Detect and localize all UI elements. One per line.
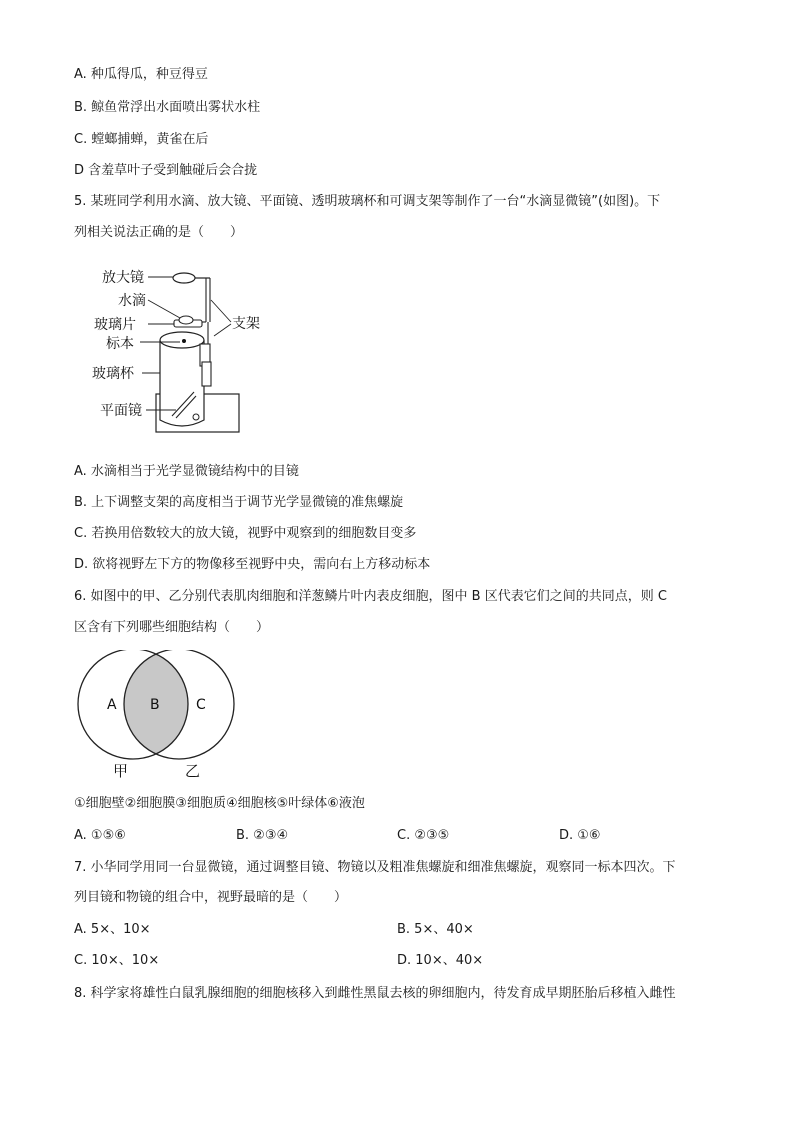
q5-option-a: A. 水滴相当于光学显微镜结构中的目镜 (74, 464, 299, 479)
q5-stem-line2: 列相关说法正确的是（ ） (74, 225, 244, 240)
q7-option-d: D. 10×、40× (397, 953, 484, 968)
label-magnifier: 放大镜 (102, 270, 144, 286)
label-glass-cup: 玻璃杯 (92, 366, 134, 382)
q5-option-c: C. 若换用倍数较大的放大镜，视野中观察到的细胞数目变多 (74, 526, 417, 541)
q7-option-b: B. 5×、40× (397, 922, 474, 937)
water-drop-microscope-figure (90, 262, 280, 438)
venn-label-b: B (150, 697, 160, 713)
q6-stem-line2: 区含有下列哪些细胞结构（ ） (74, 620, 270, 635)
q7-stem-line1: 7. 小华同学用同一台显微镜，通过调整目镜、物镜以及粗准焦螺旋和细准焦螺旋，观察同一标本四次。下 (74, 860, 676, 875)
q5-stem-line1: 5. 某班同学利用水滴、放大镜、平面镜、透明玻璃杯和可调支架等制作了一台“水滴显微镜”(如图)。下 (74, 194, 661, 209)
glass-cup (160, 340, 204, 426)
q6-structures: ①细胞壁②细胞膜③细胞质④细胞核⑤叶绿体⑥液泡 (74, 796, 365, 811)
q7-stem-line2: 列目镜和物镜的组合中，视野最暗的是（ ） (74, 890, 348, 905)
q8-stem-line1: 8. 科学家将雄性白鼠乳腺细胞的细胞核移入到雌性黑鼠去核的卵细胞内，待发育成早期胚胎后移植入雌性 (74, 986, 676, 1001)
q7-option-c: C. 10×、10× (74, 953, 160, 968)
q6-option-b: B. ②③④ (236, 828, 289, 843)
q6-option-a: A. ①⑤⑥ (74, 828, 126, 843)
venn-label-c: C (196, 697, 206, 713)
label-glass-slide: 玻璃片 (94, 317, 136, 333)
label-specimen: 标本 (106, 336, 134, 352)
q6-option-c: C. ②③⑤ (397, 828, 450, 843)
venn-label-yi: 乙 (185, 762, 201, 780)
q7-option-a: A. 5×、10× (74, 922, 151, 937)
magnifier-lens (173, 273, 195, 283)
q6-stem-line1: 6. 如图中的甲、乙分别代表肌肉细胞和洋葱鳞片叶内表皮细胞，图中 B 区代表它们之间的共同点，则 C (74, 589, 667, 604)
q4-option-b: B. 鲸鱼常浮出水面喷出雾状水柱 (74, 100, 261, 115)
label-flat-mirror: 平面镜 (100, 403, 142, 419)
q5-option-d: D. 欲将视野左下方的物像移至视野中央，需向右上方移动标本 (74, 557, 431, 572)
specimen-dot (182, 339, 186, 343)
q5-option-b: B. 上下调整支架的高度相当于调节光学显微镜的准焦螺旋 (74, 495, 404, 510)
stand-clamp-lower (202, 362, 211, 386)
venn-diagram (70, 650, 250, 782)
q6-option-d: D. ①⑥ (559, 828, 601, 843)
q4-option-d: D 含羞草叶子受到触碰后会合拢 (74, 163, 258, 178)
water-drop (179, 316, 193, 324)
q4-option-a: A. 种瓜得瓜，种豆得豆 (74, 67, 208, 82)
label-stand: 支架 (232, 316, 260, 332)
venn-label-jia: 甲 (113, 762, 129, 780)
venn-label-a: A (107, 697, 117, 713)
q4-option-c: C. 螳螂捕蝉，黄雀在后 (74, 132, 209, 147)
label-water-drop: 水滴 (118, 293, 146, 309)
